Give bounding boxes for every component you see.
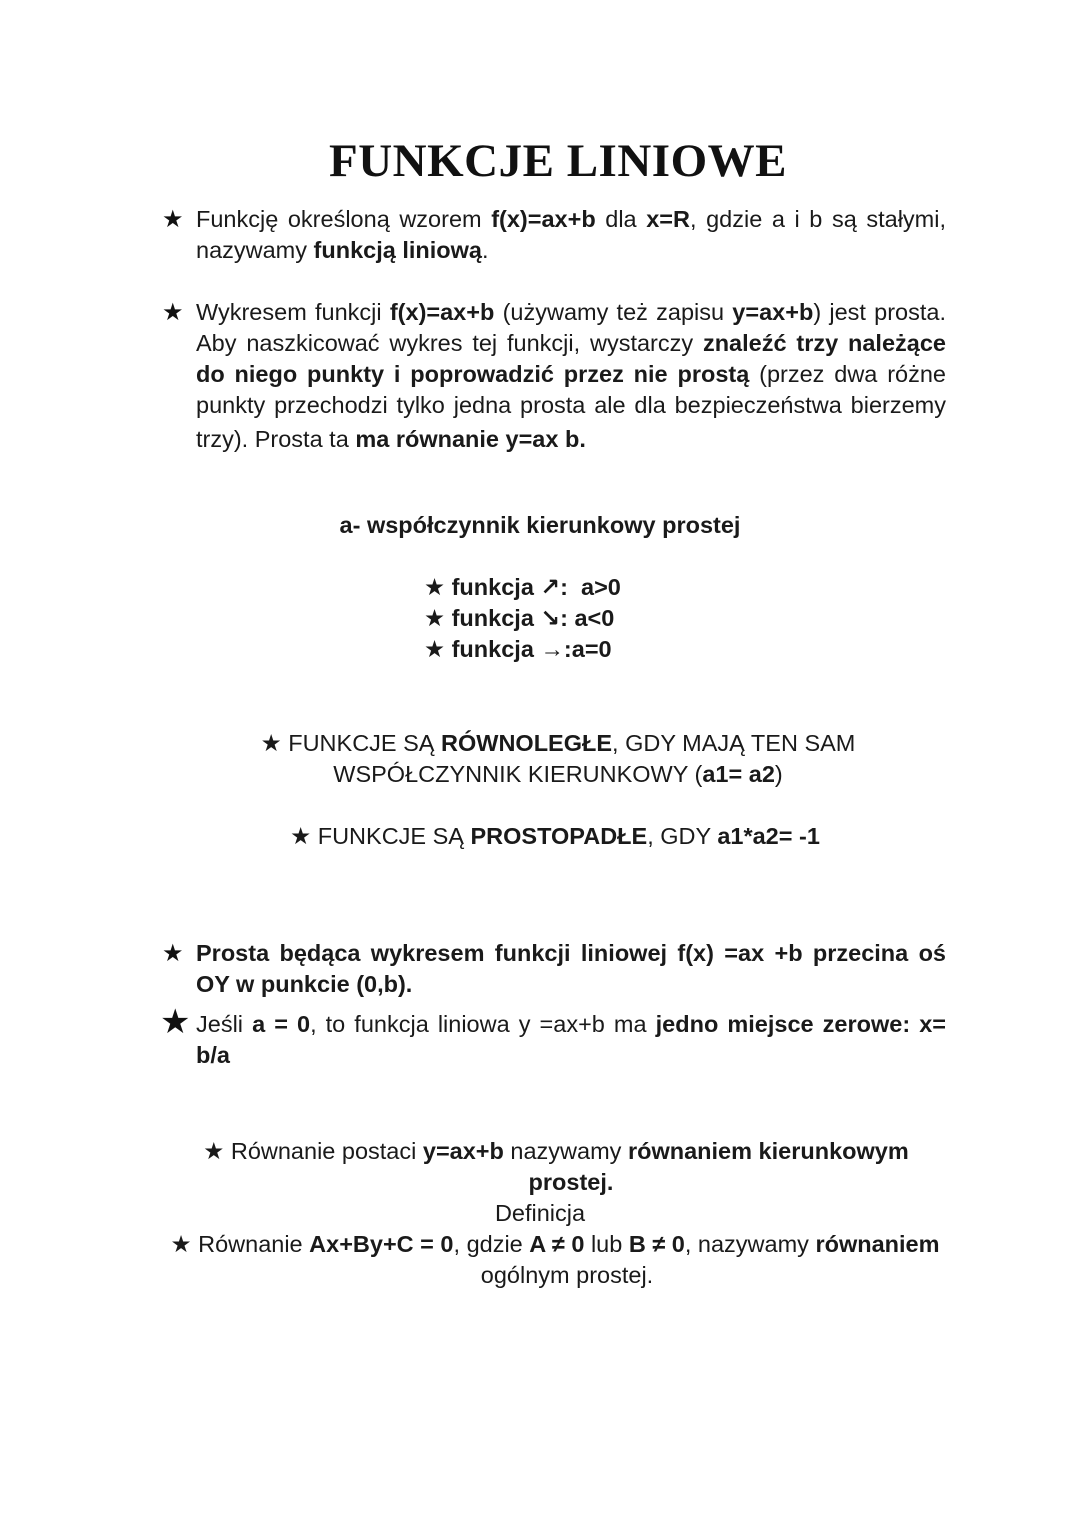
intercept-paragraph: [196, 938, 946, 1000]
definition-line-1: Funkcję określoną wzorem f(x)=ax+b dla x=R, gdzie a i b są stałymi,: [196, 206, 946, 232]
perpendicular-rule: ★ FUNKCJE SĄ PROSTOPADŁE, GDY a1*a2= -1: [290, 823, 820, 849]
slope-form-line-2: prostej.: [528, 1169, 614, 1195]
star-bullet-icon: ★: [162, 940, 184, 967]
slope-form-line-1: ★ Równanie postaci y=ax+b nazywamy równaniem kierunkowym: [203, 1138, 909, 1164]
list-item: ★ funkcja ↗: a>0: [424, 574, 621, 600]
slope-heading: a- współczynnik kierunkowy prostej: [339, 512, 741, 538]
general-form-line-2: ogólnym prostej.: [480, 1262, 654, 1288]
graph-paragraph: [196, 297, 946, 455]
zero-paragraph: [196, 1009, 946, 1071]
graph-line-2: Aby naszkicować wykres tej funkcji, wystarczy znaleźć trzy należące: [196, 330, 946, 356]
slope-list: [424, 572, 621, 665]
star-bullet-icon: ★: [170, 1231, 192, 1257]
general-form-line-1: ★ Równanie Ax+By+C = 0, gdzie A ≠ 0 lub B ≠ 0, nazywamy równaniem: [170, 1231, 940, 1257]
parallel-line-2: WSPÓŁCZYNNIK KIERUNKOWY (a1= a2): [333, 761, 783, 787]
list-item: ★ funkcja →:a=0: [424, 636, 612, 662]
intercept-line-1: Prosta będąca wykresem funkcji liniowej f(x) =ax +b przecina oś: [196, 940, 946, 966]
general-form-rule: [0, 1229, 1080, 1291]
parallel-line-1: ★ FUNKCJE SĄ RÓWNOLEGŁE, GDY MAJĄ TEN SAM: [260, 730, 856, 756]
intercept-line-2: OY w punkcie (0,b).: [196, 971, 413, 997]
page-title: FUNKCJE LINIOWE: [329, 135, 787, 187]
star-bullet-icon: ★: [162, 206, 184, 233]
star-bullet-icon: ★: [162, 299, 184, 326]
definition-label: Definicja: [494, 1200, 586, 1226]
star-bullet-icon: ★: [424, 636, 446, 662]
zero-line-1: Jeśli a = 0, to funkcja liniowa y =ax+b ma jedno miejsce zerowe: x=: [196, 1011, 946, 1037]
star-bullet-icon: ★: [290, 823, 312, 849]
slope-form-rule: [0, 1136, 1080, 1229]
graph-line-5: trzy). Prosta ta ma równanie y=ax b.: [196, 426, 586, 452]
star-bullet-icon: ★: [260, 730, 282, 756]
list-item: ★ funkcja ↘: a<0: [424, 605, 615, 631]
graph-line-3: do niego punkty i poprowadzić przez nie prostą (przez dwa różne: [196, 361, 946, 387]
graph-line-1: Wykresem funkcji f(x)=ax+b (używamy też zapisu y=ax+b) jest prosta.: [196, 299, 947, 325]
star-bullet-icon: ★: [424, 574, 446, 600]
graph-line-4: punkty przechodzi tylko jedna prosta ale dla bezpieczeństwa bierzemy: [196, 392, 946, 418]
star-bullet-icon: ★: [424, 605, 446, 631]
definition-paragraph: [196, 204, 946, 266]
star-bullet-icon: ★: [160, 1003, 191, 1041]
zero-line-2: b/a: [196, 1042, 230, 1068]
definition-line-2: nazywamy funkcją liniową.: [196, 237, 489, 263]
star-bullet-icon: ★: [203, 1138, 225, 1164]
parallel-rule: [0, 728, 1080, 790]
